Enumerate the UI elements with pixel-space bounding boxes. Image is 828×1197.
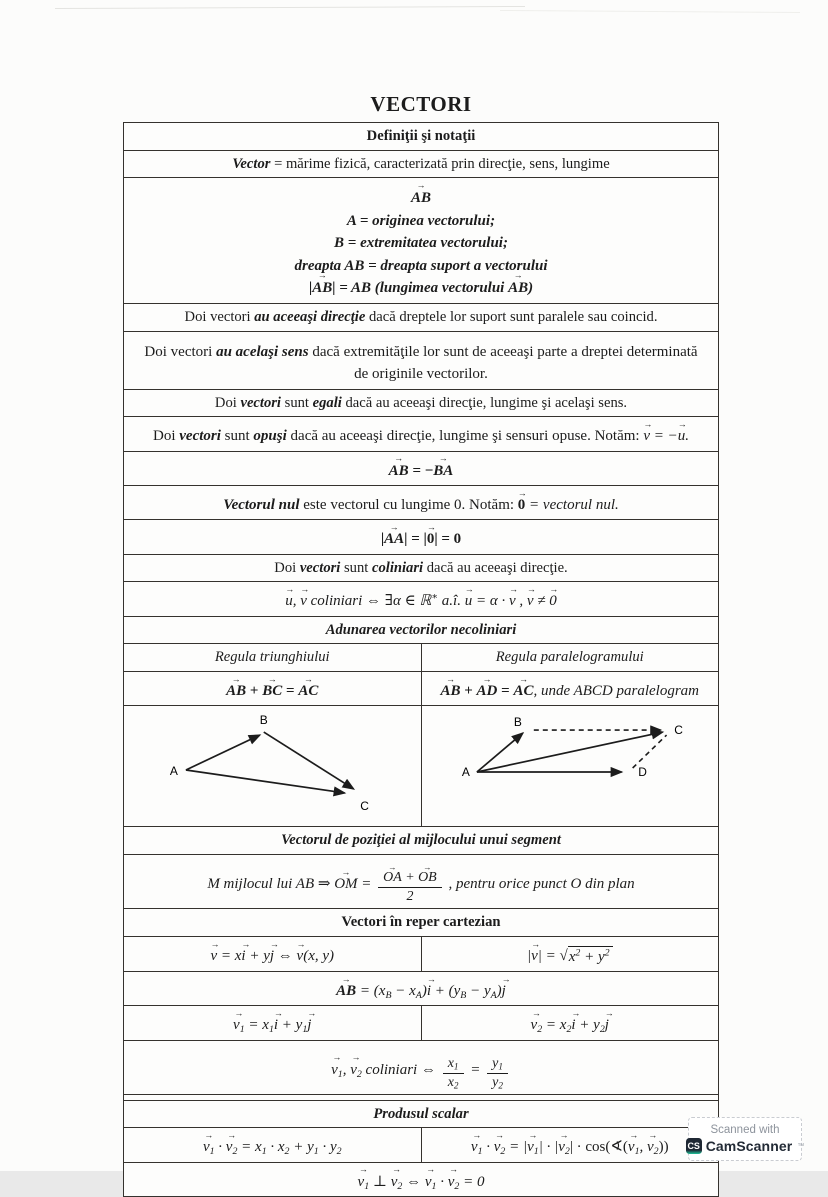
triangle-rule-diagram xyxy=(124,706,421,826)
text-segment: )) xyxy=(658,1139,669,1156)
text-segment: dacă au aceeaşi direcţie, lungime şi acelaşi sens. xyxy=(341,394,628,411)
text-segment: + $y_2$ xyxy=(575,1017,605,1036)
table-cell xyxy=(124,1163,718,1196)
table-cell xyxy=(124,123,718,150)
text-segment: $v_1$ → xyxy=(527,1137,539,1158)
text-segment: $v_1$ → xyxy=(471,1137,483,1158)
text-segment: AA → xyxy=(384,529,404,550)
text-segment: j → xyxy=(502,981,506,1002)
table-row xyxy=(124,332,718,390)
table-row xyxy=(124,304,718,332)
text-segment: dacă au aceeaşi direcţie. xyxy=(423,559,568,576)
table-row xyxy=(124,151,718,179)
table-cell xyxy=(124,520,718,553)
text-segment: ) xyxy=(421,983,427,1000)
text-segment: , xyxy=(292,593,301,610)
text-segment: coliniari ⇔ xyxy=(361,1061,440,1078)
text-segment: opuşi xyxy=(253,428,287,445)
text-segment: $v_1$ → xyxy=(358,1172,370,1193)
text-segment: AD → xyxy=(477,681,498,702)
text-segment: a.î. xyxy=(438,593,465,610)
text-segment: = mărime fizică, caracterizată prin direcţie, sens, lungime xyxy=(270,155,610,172)
text-segment: 0 → xyxy=(427,529,435,550)
text-segment: ⇔ xyxy=(402,1173,425,1190)
vertex-label-A: A xyxy=(461,765,470,780)
text-segment: v → xyxy=(210,946,217,967)
text-segment: = 0 xyxy=(459,1173,485,1190)
text-segment: dacă extremităţile lor sunt de aceeaşi parte a dreptei determinată xyxy=(308,343,698,360)
table-cell xyxy=(124,304,718,331)
text-segment: M mijlocul lui AB ⇒ xyxy=(207,876,335,892)
table-cell xyxy=(124,332,718,389)
text-segment: v → xyxy=(531,946,538,967)
table-row xyxy=(124,452,718,486)
text-line xyxy=(132,232,710,255)
text-segment: u → xyxy=(465,591,473,612)
table-row xyxy=(124,972,718,1006)
text-segment: · xyxy=(436,1173,448,1190)
table-row xyxy=(124,855,718,909)
text-segment: $v_1$ → xyxy=(203,1137,215,1158)
text-segment: . xyxy=(685,428,689,445)
camscanner-logo-icon: CS xyxy=(686,1138,702,1154)
text-segment: 2 xyxy=(406,889,414,905)
text-segment: + y xyxy=(245,947,270,964)
text-segment: = ($x_B$ xyxy=(356,983,392,1001)
text-segment: = xyxy=(466,1061,485,1078)
camscanner-badge xyxy=(687,1117,805,1161)
table-row xyxy=(124,937,718,972)
text-segment: $v_2$ → xyxy=(558,1137,570,1158)
square-root: √ $x^2 + y^2$ xyxy=(559,946,612,968)
text-segment: ) xyxy=(528,280,534,297)
text-segment: i → xyxy=(571,1015,575,1036)
parallelogram-rule-diagram xyxy=(422,706,719,826)
vertex-label-B: B xyxy=(259,713,268,728)
text-segment: coliniari xyxy=(371,559,424,576)
text-segment: AB → xyxy=(440,681,460,702)
table-row xyxy=(124,123,718,151)
text-segment: | · | xyxy=(538,1139,559,1156)
table-cell xyxy=(421,1006,719,1039)
text-segment: + $y_1$ xyxy=(278,1017,308,1036)
text-segment: ) xyxy=(496,983,502,1000)
text-segment: AB → xyxy=(312,277,332,300)
text-segment: = − xyxy=(650,428,678,445)
text-segment: · $x_2$ xyxy=(266,1139,290,1158)
text-segment: i → xyxy=(427,981,431,1002)
text-segment: − $y_A$ xyxy=(466,983,497,1001)
text-segment: este vectorul cu lungime 0. Notăm: xyxy=(299,496,518,513)
text-segment: $v_2$ → xyxy=(647,1137,659,1158)
text-segment: AB → xyxy=(336,981,356,1002)
text-line xyxy=(132,187,710,210)
text-segment: vectorul nul xyxy=(542,496,615,513)
text-segment: Vector xyxy=(232,155,271,172)
text-segment: , unde ABCD paralelogram xyxy=(533,683,700,700)
vertex-label-D: D xyxy=(637,765,647,780)
text-segment: | = AB (lungimea vectorului xyxy=(332,280,509,297)
text-segment: Vectorul nul xyxy=(223,496,300,513)
table-cell xyxy=(124,1101,718,1128)
table-row xyxy=(124,1163,718,1196)
table-cell xyxy=(124,555,718,582)
text-segment: Doi vectori xyxy=(184,308,255,325)
table-cell xyxy=(124,178,718,303)
table-row xyxy=(124,1006,718,1040)
text-segment: AC → xyxy=(513,681,533,702)
formula-table xyxy=(123,122,719,1197)
text-segment: = $x_2$ xyxy=(542,1017,572,1036)
table-cell xyxy=(124,582,718,615)
scan-artifact-line xyxy=(55,6,525,11)
table-cell xyxy=(421,937,719,971)
text-segment: = xyxy=(357,876,376,892)
text-segment: | = 0 xyxy=(434,531,462,548)
text-segment: $x_1$ xyxy=(447,1055,459,1072)
table-cell xyxy=(124,1041,718,1094)
text-segment: $y_2$ xyxy=(492,1074,503,1091)
table-row xyxy=(124,1041,718,1095)
trademark-symbol: ™ xyxy=(797,1142,805,1150)
text-segment: · xyxy=(482,1139,494,1156)
text-segment: $v_2$ → xyxy=(391,1172,403,1193)
scanned-with-label: Scanned with xyxy=(710,1124,780,1136)
table-cell xyxy=(124,827,718,854)
text-segment: + ($y_B$ xyxy=(431,983,467,1001)
table-cell xyxy=(124,672,421,705)
table-row xyxy=(124,617,718,645)
text-segment: = − xyxy=(408,462,434,479)
text-segment: + $y^2$ xyxy=(580,947,610,965)
vertex-label-B: B xyxy=(513,715,522,730)
text-segment: vectori xyxy=(179,428,221,445)
text-segment: Doi xyxy=(153,428,180,445)
text-segment: u → xyxy=(285,591,293,612)
diagram-cell-parallelogram xyxy=(421,706,719,826)
table-cell xyxy=(124,617,718,644)
text-segment: ≠ xyxy=(533,593,550,610)
text-segment: $v_2$ → xyxy=(226,1137,238,1158)
vertex-label-C: C xyxy=(360,799,369,814)
text-segment: | = | xyxy=(404,531,427,548)
text-line xyxy=(132,341,710,364)
text-segment: − $x_A$ xyxy=(391,983,422,1001)
text-segment: $v_2$ → xyxy=(531,1015,543,1036)
text-segment: $v_2$ → xyxy=(448,1172,460,1193)
text-segment: (∢( xyxy=(605,1139,628,1156)
text-segment: = xyxy=(497,683,514,700)
text-segment: au aceeaşi direcţie xyxy=(254,308,366,325)
text-segment: , pentru orice punct O din plan xyxy=(444,876,635,892)
table-row xyxy=(124,909,718,937)
vertex-label-A: A xyxy=(169,764,178,779)
text-segment: 0 → xyxy=(518,495,526,516)
text-segment: AB → xyxy=(508,277,528,300)
text-segment: Vectorul de poziţiei al mijlocului unui segment xyxy=(281,832,561,849)
text-segment: Definiţii şi notaţii xyxy=(366,128,476,144)
text-segment: BA → xyxy=(433,461,453,482)
text-segment: $v_2$ → xyxy=(350,1060,362,1081)
table-cell xyxy=(124,452,718,485)
text-segment: . xyxy=(615,496,619,513)
table-cell xyxy=(124,1128,421,1161)
table-cell xyxy=(421,672,719,705)
text-segment: $v_2$ → xyxy=(494,1137,506,1158)
table-cell xyxy=(421,1128,719,1161)
text-segment: $x^2$ xyxy=(568,947,581,965)
text-segment: u → xyxy=(678,426,686,447)
table-row xyxy=(124,582,718,616)
table-row xyxy=(124,178,718,304)
text-segment: · $y_2$ xyxy=(318,1139,342,1158)
text-segment: , xyxy=(515,593,527,610)
text-segment: j → xyxy=(307,1015,311,1036)
text-segment: coliniari ⇔ ∃α ∈ ℝ∗ xyxy=(306,591,439,610)
table-row xyxy=(124,672,718,706)
table-cell xyxy=(124,151,718,178)
text-segment: au acelaşi sens xyxy=(216,343,309,360)
diagram-cell-triangle xyxy=(124,706,421,826)
text-segment: $y_1$ xyxy=(492,1055,503,1072)
text-segment: dacă au aceeaşi direcţie, lungime şi sensuri opuse. Notăm: xyxy=(286,428,644,445)
text-segment: = $x_1$ xyxy=(237,1139,267,1158)
text-line xyxy=(132,363,710,386)
text-segment: = | xyxy=(505,1139,528,1156)
text-segment: vectori xyxy=(299,559,341,576)
table-cell xyxy=(124,417,718,450)
text-segment: + xyxy=(401,870,419,886)
text-line xyxy=(132,210,710,233)
text-segment: vectori xyxy=(240,394,281,411)
text-segment: = xyxy=(282,683,299,700)
table-row xyxy=(124,555,718,583)
text-segment: v → xyxy=(643,426,650,447)
table-cell xyxy=(124,644,421,671)
text-segment: | xyxy=(380,531,385,548)
text-segment: OA → xyxy=(383,870,402,886)
text-segment: de originile vectorilor. xyxy=(354,366,488,383)
fraction xyxy=(443,1050,464,1091)
text-segment: + xyxy=(460,683,477,700)
text-segment: Doi xyxy=(274,559,300,576)
text-segment: v → xyxy=(509,591,516,612)
text-segment: A = originea vectorului; xyxy=(346,212,496,229)
text-line xyxy=(132,277,710,300)
text-segment: OB → xyxy=(418,870,437,886)
text-segment: + $y_1$ xyxy=(289,1139,319,1158)
text-segment: v → xyxy=(297,946,304,967)
text-segment: $v_1$ → xyxy=(331,1060,343,1081)
text-segment: sunt xyxy=(340,559,372,576)
text-segment: · xyxy=(214,1139,226,1156)
text-segment: BC → xyxy=(262,681,282,702)
table-row xyxy=(124,1128,718,1162)
text-segment: dreapta AB = dreapta suport a vectorului xyxy=(294,257,548,274)
text-segment: Vectori în reper cartezian xyxy=(341,914,501,931)
text-segment: j → xyxy=(605,1015,609,1036)
text-segment: $v_1$ → xyxy=(628,1137,640,1158)
scan-artifact-line xyxy=(500,10,800,15)
vertex-label-C: C xyxy=(673,723,683,738)
text-segment: AC → xyxy=(298,681,318,702)
table-row xyxy=(124,417,718,451)
text-segment: Produsul scalar xyxy=(373,1105,469,1122)
text-segment: (x, y) xyxy=(303,947,335,964)
fraction xyxy=(487,1050,508,1091)
table-cell xyxy=(124,937,421,971)
text-segment: AB → xyxy=(389,461,409,482)
text-segment: Regula paralelogramului xyxy=(495,649,644,666)
text-segment: 0 → xyxy=(549,591,557,612)
table-row xyxy=(124,390,718,418)
text-segment: AB → xyxy=(411,187,431,210)
text-segment: j → xyxy=(270,946,274,967)
text-segment: $v_1$ → xyxy=(425,1172,437,1193)
text-segment: Doi vectori xyxy=(144,343,217,360)
text-segment: v → xyxy=(300,591,307,612)
text-segment: | xyxy=(308,280,313,297)
text-segment: dacă dreptele lor suport sunt paralele sau coincid. xyxy=(365,308,658,325)
text-segment: $v_1$ → xyxy=(233,1015,245,1036)
text-segment: = xyxy=(525,496,543,513)
text-segment: ⇔ xyxy=(274,947,297,964)
table-cell xyxy=(124,855,718,908)
page-title: VECTORI xyxy=(370,92,472,116)
text-segment: ⊥ xyxy=(369,1173,391,1190)
text-segment: i → xyxy=(274,1015,278,1036)
text-segment: , xyxy=(639,1139,647,1156)
text-segment: sunt xyxy=(220,428,254,445)
text-segment: egali xyxy=(312,394,342,411)
table-row xyxy=(124,644,718,672)
text-segment: Regula triunghiului xyxy=(214,649,330,666)
table-cell xyxy=(124,390,718,417)
text-line xyxy=(132,255,710,278)
table-cell xyxy=(124,909,718,936)
text-segment: Doi xyxy=(214,394,241,411)
table-cell xyxy=(421,644,719,671)
text-segment: | · cos xyxy=(569,1139,606,1156)
table-row xyxy=(124,1101,718,1129)
text-segment: + xyxy=(246,683,263,700)
table-cell xyxy=(124,1006,421,1039)
table-cell xyxy=(124,486,718,519)
text-segment: i → xyxy=(241,946,245,967)
text-segment: = $x_1$ xyxy=(244,1017,274,1036)
text-segment: sunt xyxy=(281,394,313,411)
text-segment: | = xyxy=(537,947,560,964)
table-cell xyxy=(124,972,718,1005)
text-segment: B = extremitatea vectorului; xyxy=(334,235,508,252)
table-row xyxy=(124,486,718,520)
table-row xyxy=(124,827,718,855)
text-segment: AB → xyxy=(226,681,246,702)
text-segment: OM → xyxy=(334,874,357,895)
text-segment: = α · xyxy=(472,593,509,610)
text-segment: = x xyxy=(217,947,242,964)
camscanner-brand: CamScanner xyxy=(705,1138,793,1154)
text-segment: | xyxy=(526,947,532,964)
text-segment: v → xyxy=(527,591,534,612)
text-segment: $x_2$ xyxy=(447,1074,459,1091)
text-segment: , xyxy=(342,1061,351,1078)
table-row xyxy=(124,520,718,554)
table-row xyxy=(124,706,718,827)
text-segment: Adunarea vectorilor necoliniari xyxy=(325,621,517,638)
fraction xyxy=(378,864,442,905)
